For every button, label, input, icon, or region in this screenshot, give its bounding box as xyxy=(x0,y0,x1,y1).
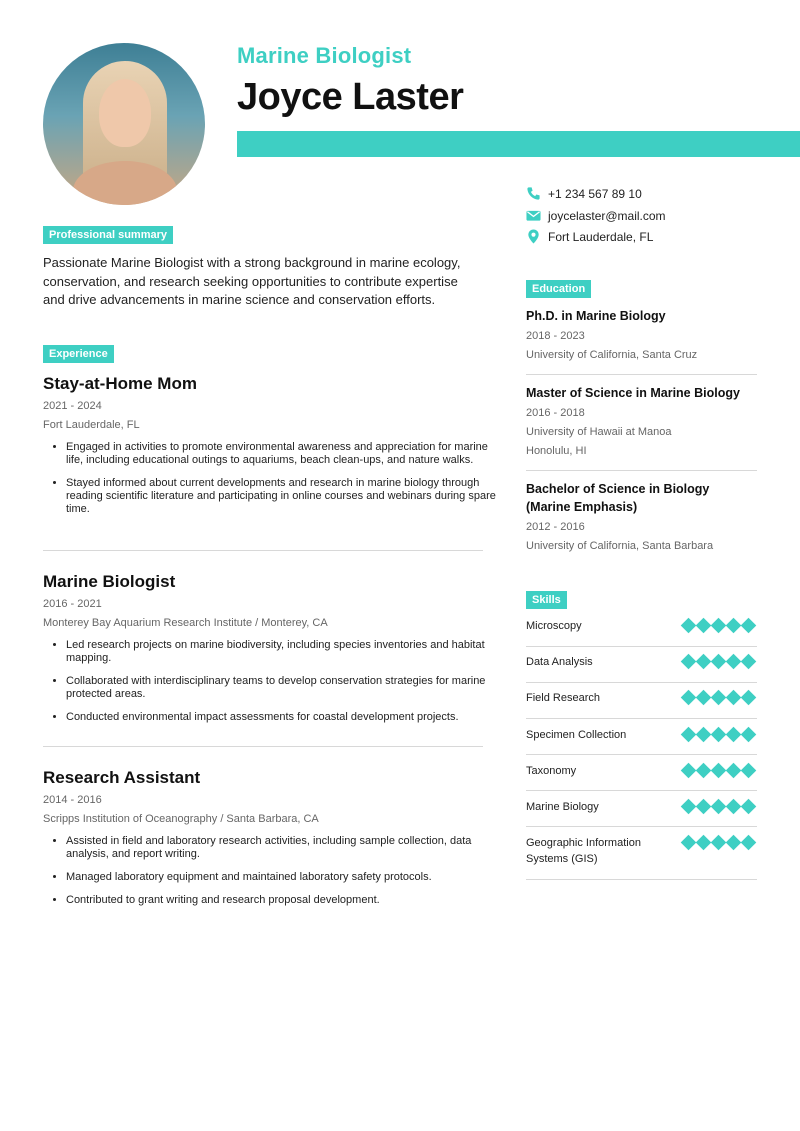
skill-rating xyxy=(683,729,757,740)
job-bullet: • Assisted in field and laboratory research activities, including sample collection, data analysis, and report writing. xyxy=(66,835,498,861)
contact-location xyxy=(526,229,653,244)
divider xyxy=(526,470,757,471)
skill-row xyxy=(526,690,757,719)
education-school: University of California, Santa Barbara xyxy=(526,540,714,552)
job-dates: 2021 - 2024 xyxy=(43,400,102,412)
rating-diamond-icon xyxy=(696,690,712,706)
job-bullet: • Conducted environmental impact assessments for coastal development projects. xyxy=(66,711,498,724)
skill-name: Marine Biology xyxy=(526,801,599,813)
education-location: Honolulu, HI xyxy=(526,445,587,457)
rating-diamond-icon xyxy=(711,690,727,706)
job-role: Stay-at-Home Mom xyxy=(43,374,197,393)
job-bullet: • Managed laboratory equipment and maintained laboratory safety protocols. xyxy=(66,871,498,884)
rating-diamond-icon xyxy=(696,763,712,779)
location-text: Fort Lauderdale, FL xyxy=(548,229,654,244)
rating-diamond-icon xyxy=(726,799,742,815)
job-bullets xyxy=(43,835,498,907)
rating-diamond-icon xyxy=(711,763,727,779)
summary-heading: Professional summary xyxy=(43,226,173,244)
skill-name: Microscopy xyxy=(526,620,582,632)
rating-diamond-icon xyxy=(711,799,727,815)
education-dates: 2012 - 2016 xyxy=(526,521,585,533)
job-bullets xyxy=(43,441,498,516)
education-school: University of Hawaii at Manoa xyxy=(526,426,672,438)
phone-icon xyxy=(526,186,541,201)
skill-rating xyxy=(683,620,757,631)
skill-rating xyxy=(683,837,757,848)
degree-name: Master of Science in Marine Biology xyxy=(526,386,740,400)
divider xyxy=(526,374,757,375)
job-location: Monterey Bay Aquarium Research Institute / Monterey, CA xyxy=(43,617,328,629)
job-bullet: • Stayed informed about current developments and research in marine biology through reading scientific literature and participating in online courses and webinars during spare time. xyxy=(66,477,498,516)
rating-diamond-icon xyxy=(711,618,727,634)
job-bullet: • Engaged in activities to promote environmental awareness and appreciation for marine life, including educational outings to aquariums, beach clean-ups, and nature walks. xyxy=(66,441,498,467)
rating-diamond-icon xyxy=(696,835,712,851)
rating-diamond-icon xyxy=(696,727,712,743)
rating-diamond-icon xyxy=(681,654,697,670)
location-pin-icon xyxy=(526,229,541,244)
experience-item xyxy=(43,572,498,734)
skill-row xyxy=(526,799,757,827)
job-bullet: • Collaborated with interdisciplinary teams to develop conservation strategies for marine protected areas. xyxy=(66,675,498,701)
rating-diamond-icon xyxy=(711,835,727,851)
skill-rating xyxy=(683,656,757,667)
education-dates: 2018 - 2023 xyxy=(526,330,585,342)
skill-rating xyxy=(683,801,757,812)
rating-diamond-icon xyxy=(741,727,757,743)
rating-diamond-icon xyxy=(741,763,757,779)
rating-diamond-icon xyxy=(726,654,742,670)
rating-diamond-icon xyxy=(696,618,712,634)
rating-diamond-icon xyxy=(726,835,742,851)
education-school: University of California, Santa Cruz xyxy=(526,349,698,361)
education-dates: 2016 - 2018 xyxy=(526,407,585,419)
skill-name: Taxonomy xyxy=(526,765,577,777)
job-role: Research Assistant xyxy=(43,768,201,787)
summary-text: Passionate Marine Biologist with a strong background in marine ecology, conservation, and research seeking opportunities to contribute expertise and drive advancements in marine science and conservation efforts. xyxy=(43,255,461,307)
skill-rating xyxy=(683,692,757,703)
rating-diamond-icon xyxy=(741,690,757,706)
degree-name: Ph.D. in Marine Biology xyxy=(526,309,666,323)
profile-photo xyxy=(43,43,205,205)
skill-row xyxy=(526,763,757,791)
title-accent-bar xyxy=(237,131,800,157)
rating-diamond-icon xyxy=(681,835,697,851)
full-name: Joyce Laster xyxy=(237,76,464,118)
job-bullets xyxy=(43,639,498,724)
job-location: Fort Lauderdale, FL xyxy=(43,419,140,431)
experience-item xyxy=(43,374,498,526)
rating-diamond-icon xyxy=(696,654,712,670)
job-bullet: • Led research projects on marine biodiversity, including species inventories and habitat mapping. xyxy=(66,639,498,665)
skill-row xyxy=(526,727,757,755)
rating-diamond-icon xyxy=(711,654,727,670)
skill-row xyxy=(526,835,757,880)
skill-row xyxy=(526,618,757,647)
rating-diamond-icon xyxy=(681,799,697,815)
rating-diamond-icon xyxy=(726,763,742,779)
skills-heading: Skills xyxy=(526,591,567,609)
job-bullet: • Contributed to grant writing and research proposal development. xyxy=(66,894,498,907)
degree-name: Bachelor of Science in Biology (Marine Emphasis) xyxy=(526,482,710,514)
job-role: Marine Biologist xyxy=(43,572,176,591)
rating-diamond-icon xyxy=(741,835,757,851)
rating-diamond-icon xyxy=(741,799,757,815)
rating-diamond-icon xyxy=(711,727,727,743)
experience-item xyxy=(43,768,498,917)
education-item xyxy=(526,480,757,554)
job-dates: 2016 - 2021 xyxy=(43,598,102,610)
rating-diamond-icon xyxy=(726,690,742,706)
skill-name: Data Analysis xyxy=(526,656,593,668)
education-heading: Education xyxy=(526,280,591,298)
divider xyxy=(43,550,483,551)
job-location: Scripps Institution of Oceanography / Santa Barbara, CA xyxy=(43,813,319,825)
rating-diamond-icon xyxy=(681,690,697,706)
job-dates: 2014 - 2016 xyxy=(43,794,102,806)
rating-diamond-icon xyxy=(741,618,757,634)
education-item xyxy=(526,307,757,363)
contact-phone xyxy=(526,186,642,201)
rating-diamond-icon xyxy=(741,654,757,670)
experience-heading: Experience xyxy=(43,345,114,363)
skill-name: Field Research xyxy=(526,692,600,704)
contact-email xyxy=(526,208,666,223)
phone-number: +1 234 567 89 10 xyxy=(548,186,642,201)
rating-diamond-icon xyxy=(681,727,697,743)
skill-rating xyxy=(683,765,757,776)
rating-diamond-icon xyxy=(726,618,742,634)
rating-diamond-icon xyxy=(726,727,742,743)
email-address: joycelaster@mail.com xyxy=(548,208,666,223)
education-item xyxy=(526,384,757,459)
rating-diamond-icon xyxy=(681,618,697,634)
skill-row xyxy=(526,654,757,683)
rating-diamond-icon xyxy=(696,799,712,815)
rating-diamond-icon xyxy=(681,763,697,779)
skill-name: Specimen Collection xyxy=(526,729,627,741)
mail-icon xyxy=(526,208,541,223)
job-title: Marine Biologist xyxy=(237,43,412,68)
divider xyxy=(43,746,483,747)
skill-name: Geographic Information Systems (GIS) xyxy=(526,837,641,865)
